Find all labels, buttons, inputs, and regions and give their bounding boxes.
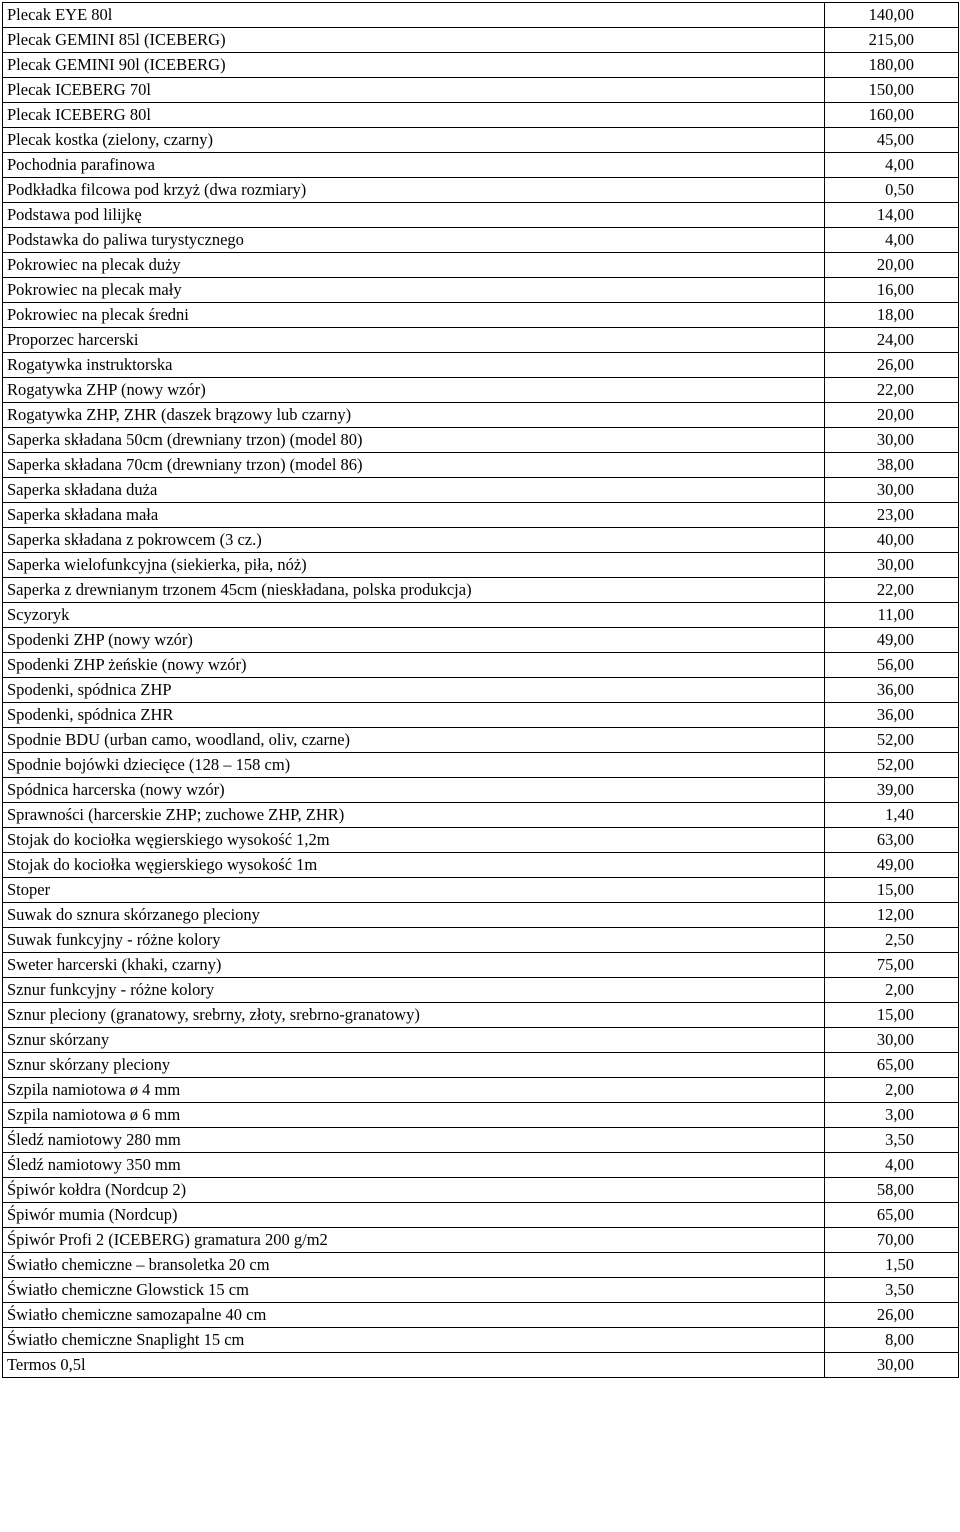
product-price-cell: 12,00 <box>825 903 959 928</box>
table-row <box>3 478 959 503</box>
product-name-cell: Plecak kostka (zielony, czarny) <box>3 128 825 153</box>
product-name-cell: Plecak ICEBERG 70l <box>3 78 825 103</box>
table-row <box>3 203 959 228</box>
product-price-cell: 65,00 <box>825 1203 959 1228</box>
product-name-cell: Pochodnia parafinowa <box>3 153 825 178</box>
table-row <box>3 278 959 303</box>
table-row <box>3 1028 959 1053</box>
product-name-cell: Podstawka do paliwa turystycznego <box>3 228 825 253</box>
product-name-cell: Spódnica harcerska (nowy wzór) <box>3 778 825 803</box>
table-row <box>3 228 959 253</box>
product-name-cell: Plecak ICEBERG 80l <box>3 103 825 128</box>
product-name-cell: Śpiwór mumia (Nordcup) <box>3 1203 825 1228</box>
product-price-cell: 16,00 <box>825 278 959 303</box>
product-name-cell: Spodnie bojówki dziecięce (128 – 158 cm) <box>3 753 825 778</box>
product-name-cell: Światło chemiczne Glowstick 15 cm <box>3 1278 825 1303</box>
table-row <box>3 1003 959 1028</box>
table-row <box>3 528 959 553</box>
product-name-cell: Proporzec harcerski <box>3 328 825 353</box>
product-name-cell: Spodenki ZHP (nowy wzór) <box>3 628 825 653</box>
product-price-cell: 1,40 <box>825 803 959 828</box>
product-name-cell: Rogatywka instruktorska <box>3 353 825 378</box>
product-name-cell: Plecak GEMINI 85l (ICEBERG) <box>3 28 825 53</box>
product-price-cell: 24,00 <box>825 328 959 353</box>
product-price-cell: 56,00 <box>825 653 959 678</box>
product-price-cell: 20,00 <box>825 253 959 278</box>
table-row <box>3 753 959 778</box>
product-price-cell: 3,50 <box>825 1278 959 1303</box>
product-price-cell: 70,00 <box>825 1228 959 1253</box>
table-row <box>3 578 959 603</box>
product-price-cell: 58,00 <box>825 1178 959 1203</box>
price-list-table <box>2 2 959 1378</box>
product-price-cell: 160,00 <box>825 103 959 128</box>
product-price-cell: 4,00 <box>825 153 959 178</box>
product-name-cell: Stojak do kociołka węgierskiego wysokość 1m <box>3 853 825 878</box>
table-row <box>3 553 959 578</box>
table-row <box>3 303 959 328</box>
table-row <box>3 353 959 378</box>
table-row <box>3 828 959 853</box>
table-row <box>3 1303 959 1328</box>
product-name-cell: Śpiwór kołdra (Nordcup 2) <box>3 1178 825 1203</box>
product-price-cell: 63,00 <box>825 828 959 853</box>
table-row <box>3 78 959 103</box>
product-name-cell: Spodenki, spódnica ZHR <box>3 703 825 728</box>
product-name-cell: Stoper <box>3 878 825 903</box>
product-name-cell: Światło chemiczne – bransoletka 20 cm <box>3 1253 825 1278</box>
table-row <box>3 978 959 1003</box>
table-row <box>3 428 959 453</box>
product-name-cell: Pokrowiec na plecak duży <box>3 253 825 278</box>
product-price-cell: 30,00 <box>825 1028 959 1053</box>
product-price-cell: 30,00 <box>825 428 959 453</box>
product-name-cell: Sznur skórzany pleciony <box>3 1053 825 1078</box>
product-price-cell: 23,00 <box>825 503 959 528</box>
product-name-cell: Śledź namiotowy 350 mm <box>3 1153 825 1178</box>
product-price-cell: 3,00 <box>825 1103 959 1128</box>
table-row <box>3 328 959 353</box>
table-row <box>3 503 959 528</box>
table-row <box>3 728 959 753</box>
product-name-cell: Światło chemiczne Snaplight 15 cm <box>3 1328 825 1353</box>
product-price-cell: 26,00 <box>825 1303 959 1328</box>
table-row <box>3 928 959 953</box>
table-row <box>3 778 959 803</box>
product-name-cell: Plecak GEMINI 90l (ICEBERG) <box>3 53 825 78</box>
product-name-cell: Sznur funkcyjny - różne kolory <box>3 978 825 1003</box>
product-price-cell: 40,00 <box>825 528 959 553</box>
table-row <box>3 853 959 878</box>
table-row <box>3 903 959 928</box>
product-name-cell: Światło chemiczne samozapalne 40 cm <box>3 1303 825 1328</box>
product-price-cell: 2,00 <box>825 978 959 1003</box>
product-price-cell: 2,00 <box>825 1078 959 1103</box>
product-price-cell: 36,00 <box>825 678 959 703</box>
product-name-cell: Spodnie BDU (urban camo, woodland, oliv, czarne) <box>3 728 825 753</box>
product-price-cell: 2,50 <box>825 928 959 953</box>
product-price-cell: 140,00 <box>825 3 959 28</box>
product-price-cell: 45,00 <box>825 128 959 153</box>
table-row <box>3 178 959 203</box>
table-row <box>3 653 959 678</box>
table-row <box>3 1353 959 1378</box>
product-price-cell: 38,00 <box>825 453 959 478</box>
product-name-cell: Podkładka filcowa pod krzyż (dwa rozmiary) <box>3 178 825 203</box>
product-name-cell: Sweter harcerski (khaki, czarny) <box>3 953 825 978</box>
table-row <box>3 1278 959 1303</box>
table-row <box>3 1053 959 1078</box>
table-row <box>3 628 959 653</box>
product-price-cell: 75,00 <box>825 953 959 978</box>
product-price-cell: 49,00 <box>825 853 959 878</box>
product-price-cell: 26,00 <box>825 353 959 378</box>
product-price-cell: 36,00 <box>825 703 959 728</box>
product-name-cell: Rogatywka ZHP, ZHR (daszek brązowy lub czarny) <box>3 403 825 428</box>
product-name-cell: Saperka składana z pokrowcem (3 cz.) <box>3 528 825 553</box>
product-name-cell: Spodenki, spódnica ZHP <box>3 678 825 703</box>
table-row <box>3 878 959 903</box>
table-row <box>3 453 959 478</box>
table-row <box>3 953 959 978</box>
product-name-cell: Saperka z drewnianym trzonem 45cm (nieskładana, polska produkcja) <box>3 578 825 603</box>
product-price-cell: 30,00 <box>825 553 959 578</box>
table-row <box>3 1128 959 1153</box>
product-price-cell: 30,00 <box>825 1353 959 1378</box>
product-price-cell: 8,00 <box>825 1328 959 1353</box>
product-name-cell: Spodenki ZHP żeńskie (nowy wzór) <box>3 653 825 678</box>
product-name-cell: Śledź namiotowy 280 mm <box>3 1128 825 1153</box>
table-row <box>3 703 959 728</box>
table-row <box>3 1178 959 1203</box>
product-name-cell: Śpiwór Profi 2 (ICEBERG) gramatura 200 g/m2 <box>3 1228 825 1253</box>
table-row <box>3 1328 959 1353</box>
table-row <box>3 1078 959 1103</box>
table-row <box>3 103 959 128</box>
product-price-cell: 22,00 <box>825 378 959 403</box>
product-name-cell: Pokrowiec na plecak średni <box>3 303 825 328</box>
product-price-cell: 4,00 <box>825 1153 959 1178</box>
product-price-cell: 180,00 <box>825 53 959 78</box>
table-row <box>3 378 959 403</box>
table-row <box>3 128 959 153</box>
table-row <box>3 603 959 628</box>
product-name-cell: Saperka składana 50cm (drewniany trzon) (model 80) <box>3 428 825 453</box>
product-price-cell: 15,00 <box>825 1003 959 1028</box>
table-row <box>3 3 959 28</box>
price-list-body <box>3 3 959 1378</box>
product-price-cell: 150,00 <box>825 78 959 103</box>
product-price-cell: 15,00 <box>825 878 959 903</box>
product-name-cell: Saperka składana mała <box>3 503 825 528</box>
table-row <box>3 153 959 178</box>
product-name-cell: Rogatywka ZHP (nowy wzór) <box>3 378 825 403</box>
table-row <box>3 1203 959 1228</box>
product-name-cell: Sznur pleciony (granatowy, srebrny, złoty, srebrno-granatowy) <box>3 1003 825 1028</box>
product-price-cell: 18,00 <box>825 303 959 328</box>
product-name-cell: Pokrowiec na plecak mały <box>3 278 825 303</box>
product-name-cell: Sprawności (harcerskie ZHP; zuchowe ZHP, ZHR) <box>3 803 825 828</box>
table-row <box>3 1228 959 1253</box>
product-price-cell: 30,00 <box>825 478 959 503</box>
product-name-cell: Saperka wielofunkcyjna (siekierka, piła, nóż) <box>3 553 825 578</box>
product-name-cell: Saperka składana duża <box>3 478 825 503</box>
product-price-cell: 20,00 <box>825 403 959 428</box>
table-row <box>3 28 959 53</box>
product-name-cell: Termos 0,5l <box>3 1353 825 1378</box>
product-price-cell: 22,00 <box>825 578 959 603</box>
product-price-cell: 52,00 <box>825 753 959 778</box>
product-price-cell: 11,00 <box>825 603 959 628</box>
product-price-cell: 14,00 <box>825 203 959 228</box>
product-name-cell: Szpila namiotowa ø 6 mm <box>3 1103 825 1128</box>
table-row <box>3 803 959 828</box>
product-name-cell: Stojak do kociołka węgierskiego wysokość 1,2m <box>3 828 825 853</box>
table-row <box>3 403 959 428</box>
product-name-cell: Scyzoryk <box>3 603 825 628</box>
product-price-cell: 1,50 <box>825 1253 959 1278</box>
product-price-cell: 3,50 <box>825 1128 959 1153</box>
product-price-cell: 49,00 <box>825 628 959 653</box>
product-name-cell: Podstawa pod lilijkę <box>3 203 825 228</box>
product-price-cell: 215,00 <box>825 28 959 53</box>
product-name-cell: Suwak funkcyjny - różne kolory <box>3 928 825 953</box>
product-name-cell: Suwak do sznura skórzanego pleciony <box>3 903 825 928</box>
product-price-cell: 65,00 <box>825 1053 959 1078</box>
product-price-cell: 0,50 <box>825 178 959 203</box>
table-row <box>3 1153 959 1178</box>
product-name-cell: Szpila namiotowa ø 4 mm <box>3 1078 825 1103</box>
table-row <box>3 253 959 278</box>
product-name-cell: Saperka składana 70cm (drewniany trzon) (model 86) <box>3 453 825 478</box>
table-row <box>3 1253 959 1278</box>
table-row <box>3 1103 959 1128</box>
product-price-cell: 4,00 <box>825 228 959 253</box>
product-price-cell: 52,00 <box>825 728 959 753</box>
product-price-cell: 39,00 <box>825 778 959 803</box>
product-name-cell: Sznur skórzany <box>3 1028 825 1053</box>
table-row <box>3 53 959 78</box>
table-row <box>3 678 959 703</box>
product-name-cell: Plecak EYE 80l <box>3 3 825 28</box>
